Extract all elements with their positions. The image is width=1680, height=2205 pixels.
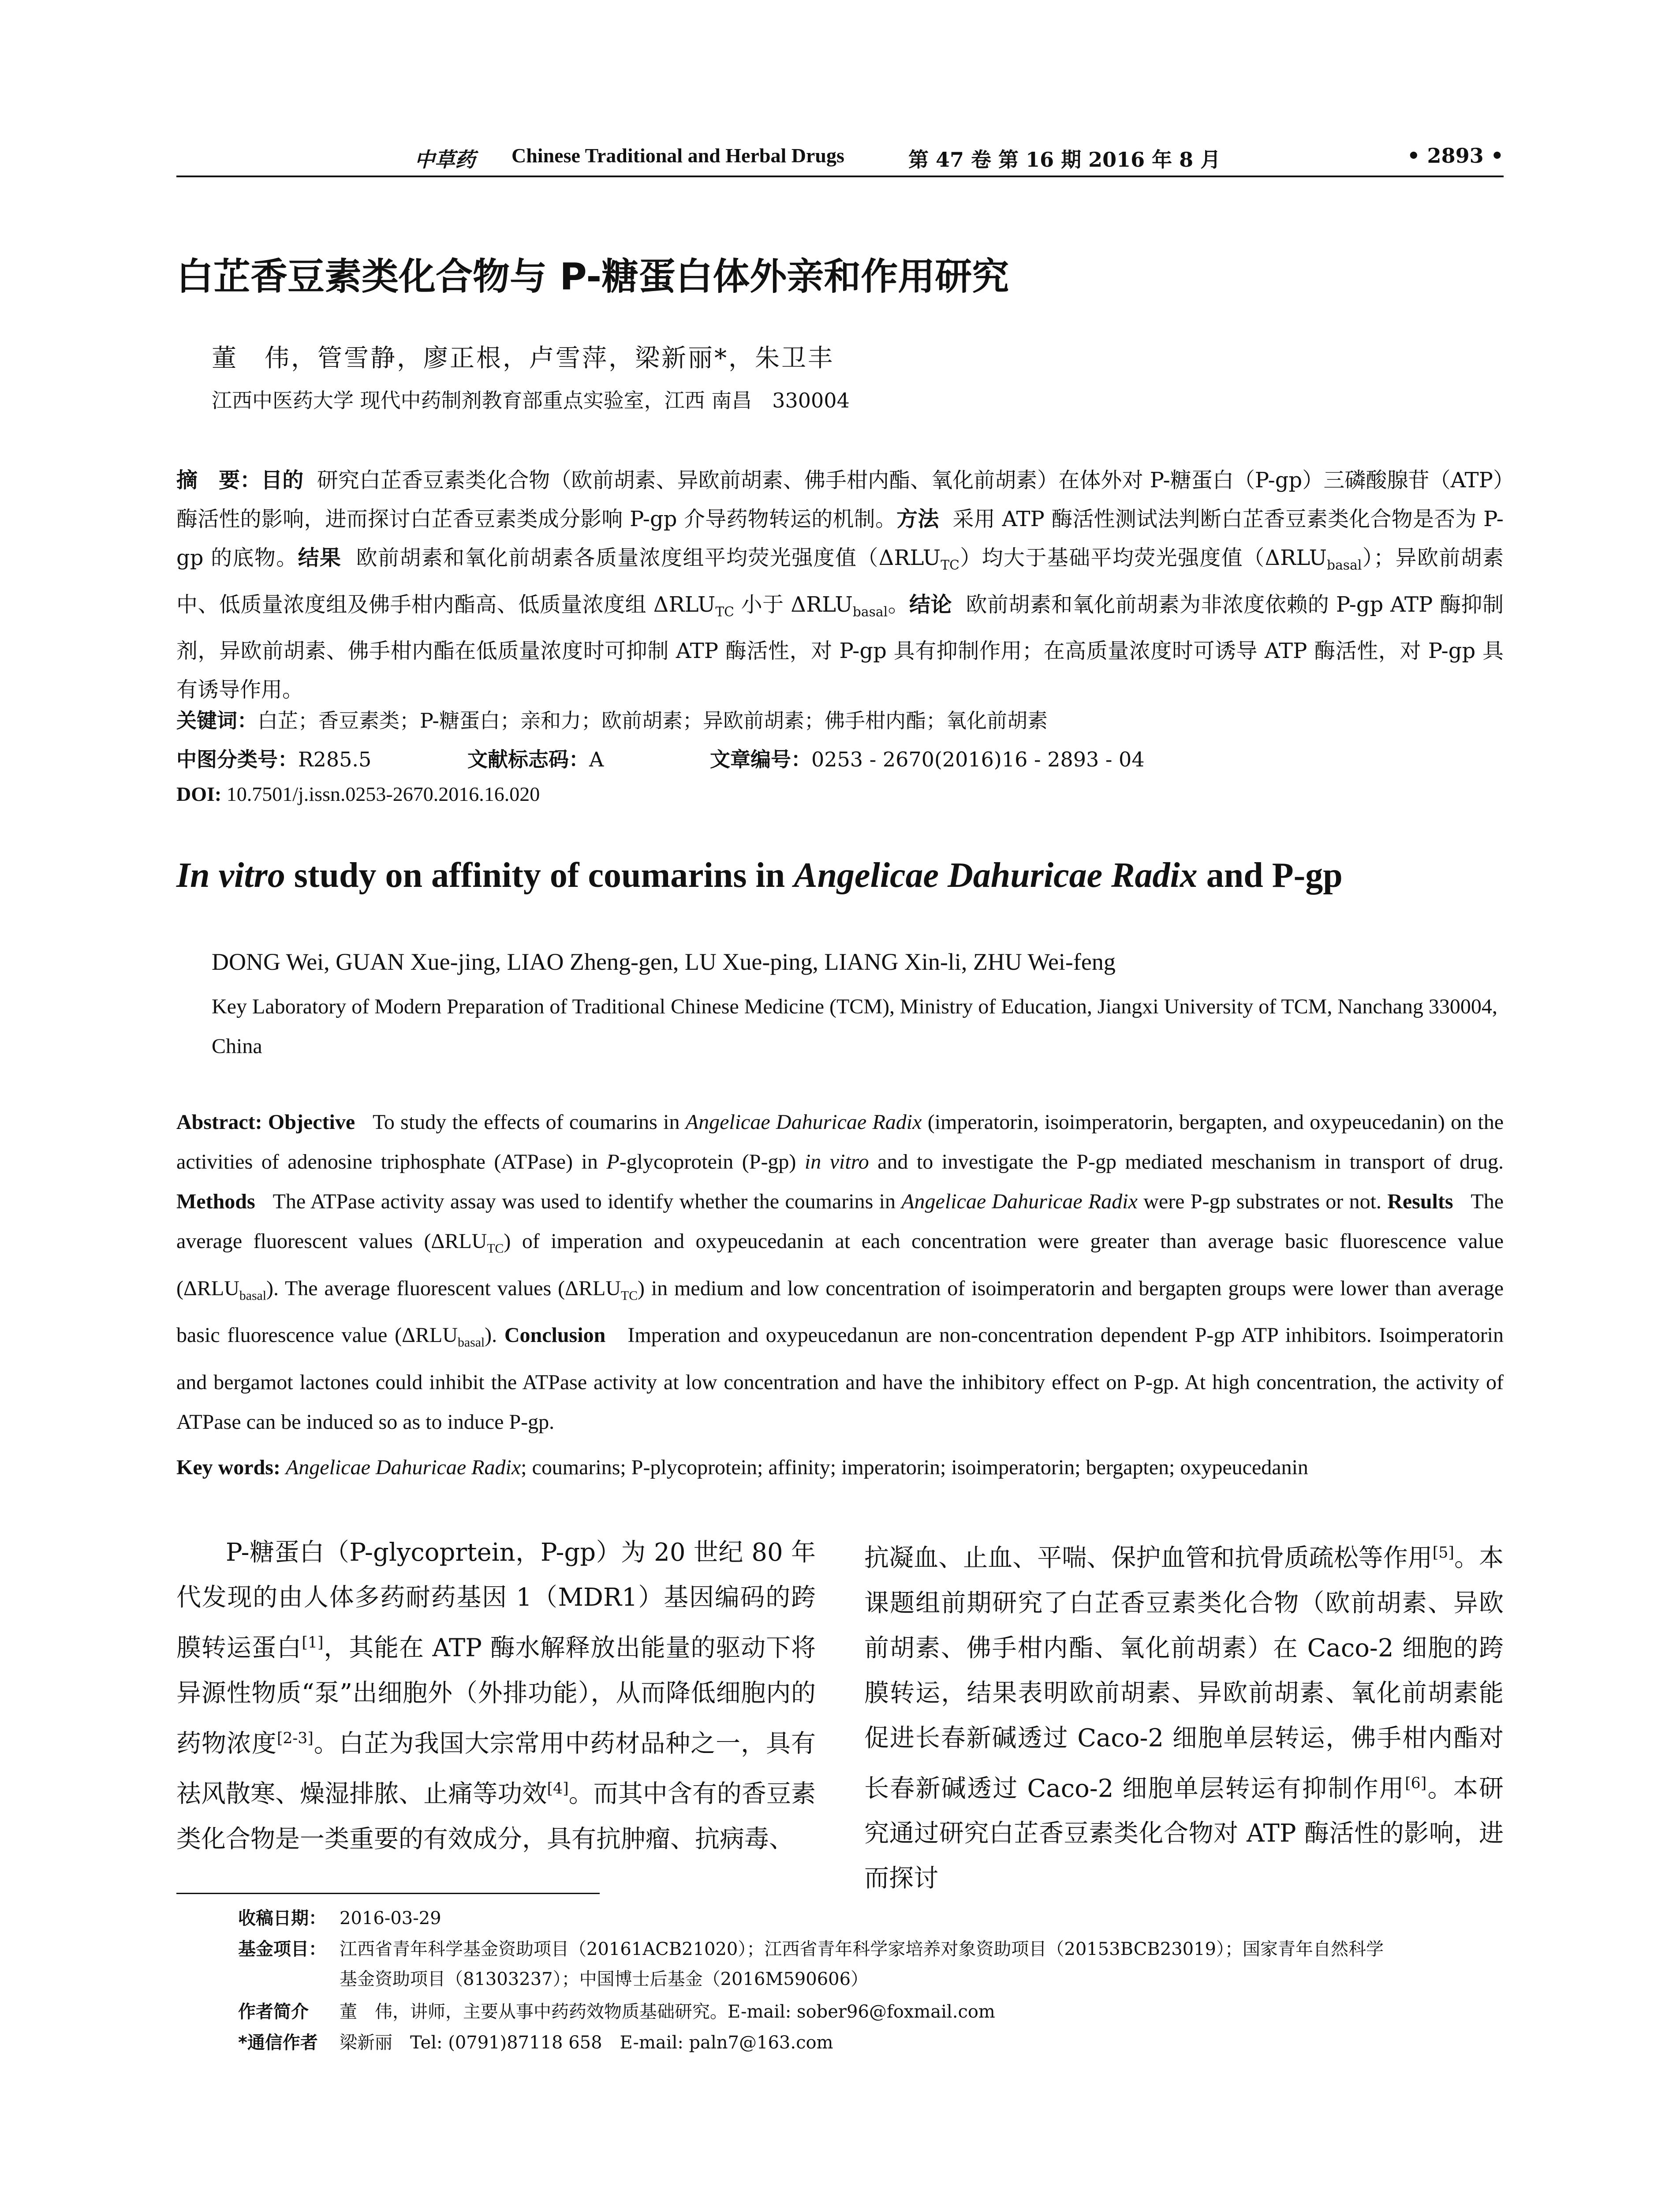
title-en-text: and P-gp (1197, 856, 1343, 895)
abstract-en-text: The average fluorescent values (ΔRLU (176, 1190, 1504, 1253)
results-text-cn: 欧前胡素和氧化前胡素各质量浓度组平均荧光强度值（ΔRLU (356, 546, 941, 570)
conclusion-label-cn: 结论 (909, 592, 952, 617)
classification-line (176, 744, 1145, 773)
title-en-text: study on affinity of coumarins in (285, 856, 794, 895)
citation: [6] (1405, 1774, 1427, 1792)
abstract-en-text: Imperation and oxypeucedanun are non-concentration dependent P-gp ATP inhibitors. Isoimperatorin and bergamot lactones could inhibit the ATPase activity at low concentration and have the inhibitory effect on P-gp. At high concentration, the activity of ATPase can be induced so as to induce P-gp. (176, 1323, 1504, 1434)
doi-label: DOI: (176, 783, 222, 805)
page-number: • 2893 • (1407, 144, 1504, 168)
methods-text-cn: 采用 ATP 酶活性测试法判断白芷香豆素类化合物是否为 P-gp 的底物。 (176, 507, 1504, 570)
subscript: TC (941, 557, 959, 573)
footnote-corresponding (238, 2029, 833, 2054)
objective-label-cn: 目的 (261, 468, 304, 493)
author-text: 董 伟，讲师，主要从事中药药效物质基础研究。E-mail: sober96@foxmail.com (340, 2002, 995, 2022)
doi-line (176, 782, 540, 806)
body-text: P-糖蛋白（P-glycoprtein，P-gp）为 20 世纪 80 年代发现的由人体多药耐药基因 1（MDR1）基因编码的跨膜转运蛋白 (176, 1538, 816, 1663)
footnote-fund-cont: 基金资助项目（81303237）；中国博士后基金（2016M590606） (340, 1969, 869, 1989)
results-text-cn: ）；异欧前胡素中、低质量浓度组及佛手柑内酯高、低质量浓度组 ΔRLU (176, 546, 1504, 617)
title-en-italic: In vitro (176, 856, 285, 895)
body-text: 抗凝血、止血、平喘、保护血管和抗骨质疏松等作用 (864, 1544, 1433, 1573)
body-column-right (864, 1530, 1504, 1901)
affiliation-cn: 江西中医药大学 现代中药制剂教育部重点实验室，江西 南昌 330004 (212, 389, 850, 412)
abstract-en-text: To study the effects of coumarins in (372, 1110, 686, 1134)
affiliation-en: Key Laboratory of Modern Preparation of Traditional Chinese Medicine (TCM), Ministry of Education, Jiangxi University of TCM, Nanchang 330004, China (212, 995, 1497, 1058)
abstract-en-text: ). The average fluorescent values (ΔRLU (266, 1276, 621, 1300)
fund-label: 基金项目： (238, 1939, 326, 1959)
keywords-en-italic: Angelicae Dahuricae Radix (285, 1456, 521, 1479)
footnote-fund (238, 1935, 1384, 1960)
body-text: ，其能在 ATP 酶水解释放出能量的驱动下将异源性物质“泵”出细胞外（外排功能），从而降低细胞内的药物浓度 (176, 1633, 816, 1758)
keywords-cn (176, 705, 1048, 734)
authors-en: DONG Wei, GUAN Xue-jing, LIAO Zheng-gen, LU Xue-ping, LIANG Xin-li, ZHU Wei-feng (212, 949, 1116, 975)
abstract-en-italic: P (606, 1150, 620, 1174)
title-en (176, 856, 1343, 896)
received-date: 2016-03-29 (340, 1908, 441, 1928)
keywords-en (176, 1455, 1504, 1480)
journal-logo-cn: 中草药 (414, 148, 475, 172)
keywords-label-cn: 关键词： (176, 709, 258, 733)
abstract-en-text: -glycoprotein (P-gp) (619, 1150, 805, 1174)
abstract-en-text: ) in medium and low concentration of isoimperatorin and bergapten groups were lower than average basic fluorescence value (ΔRLU (176, 1276, 1504, 1347)
results-label-en: Results (1387, 1190, 1453, 1213)
abstract-cn (176, 461, 1504, 709)
body-text: 。而其中含有的香豆素类化合物是一类重要的有效成分，具有抗肿瘤、抗病毒、 (176, 1779, 816, 1854)
results-label-cn: 结果 (298, 546, 342, 570)
doc-code-label: 文献标志码： (467, 747, 589, 771)
body-text: 。白芷为我国大宗常用中药材品种之一，具有祛风散寒、燥湿排脓、止痛等功效 (176, 1729, 816, 1809)
footnote-rule (176, 1893, 600, 1894)
body-text: 。本课题组前期研究了白芷香豆素类化合物（欧前胡素、异欧前胡素、佛手柑内酯、氧化前胡素）在 Caco-2 细胞的跨膜转运，结果表明欧前胡素、异欧前胡素、氧化前胡素能促进长春新碱透过 Caco-2 细胞单层转运，佛手柑内酯对长春新碱透过 Caco-2 细胞单层转运有抑制作用 (864, 1544, 1504, 1803)
conclusion-label-en: Conclusion (504, 1323, 606, 1347)
subscript: basal (852, 604, 888, 620)
body-column-left (176, 1530, 816, 1862)
article-number-label: 文章编号： (710, 747, 811, 771)
abstract-en-text: ). (485, 1323, 504, 1347)
citation: [4] (547, 1780, 569, 1798)
title-cn: 白芷香豆素类化合物与 P-糖蛋白体外亲和作用研究 (176, 255, 1009, 298)
results-text-cn: 。 (888, 592, 910, 617)
running-header (176, 144, 1504, 175)
results-text-cn: 小于 ΔRLU (734, 592, 853, 617)
abstract-en (176, 1102, 1504, 1442)
authors-cn: 董 伟，管雪静，廖正根，卢雪萍，梁新丽*，朱卫丰 (212, 344, 834, 373)
citation: [1] (302, 1634, 324, 1652)
corresponding-label: *通信作者 (238, 2033, 318, 2053)
subscript: basal (1327, 557, 1362, 573)
abstract-en-italic: Angelicae Dahuricae Radix (901, 1190, 1138, 1213)
abstract-en-italic: Angelicae Dahuricae Radix (685, 1110, 922, 1134)
abstract-en-text: and to investigate the P-gp mediated meschanism in transport of drug. (869, 1150, 1504, 1174)
body-text: 。本研究通过研究白芷香豆素类化合物对 ATP 酶活性的影响，进而探讨 (864, 1774, 1504, 1893)
abstract-label-en: Abstract: Objective (176, 1110, 355, 1134)
title-en-italic: Angelicae Dahuricae Radix (794, 856, 1198, 895)
subscript: basal (458, 1335, 485, 1350)
subscript: TC (487, 1241, 504, 1256)
subscript: basal (239, 1288, 266, 1303)
fund-text: 江西省青年科学基金资助项目（20161ACB21020）；江西省青年科学家培养对象资助项目（20153BCB23019）；国家青年自然科学 (340, 1939, 1384, 1959)
objective-text-cn: 研究白芷香豆素类化合物（欧前胡素、异欧前胡素、佛手柑内酯、氧化前胡素）在体外对 P-糖蛋白（P-gp）三磷酸腺苷（ATP）酶活性的影响，进而探讨白芷香豆素类成分影响 P-gp 介导药物转运的机制。 (176, 468, 1504, 531)
conclusion-text-cn: 欧前胡素和氧化前胡素为非浓度依赖的 P-gp ATP 酶抑制剂，异欧前胡素、佛手柑内酯在低质量浓度时可抑制 ATP 酶活性，对 P-gp 具有抑制作用；在高质量浓度时可诱导 ATP 酶活性，对 P-gp 具有诱导作用。 (176, 592, 1504, 703)
keywords-label-en: Key words: (176, 1456, 280, 1479)
subscript: TC (621, 1288, 638, 1303)
footnote-received (238, 1904, 441, 1929)
author-label: 作者简介 (238, 2002, 309, 2022)
abstract-en-italic: in vitro (804, 1150, 869, 1174)
results-text-cn: ）均大于基础平均荧光强度值（ΔRLU (959, 546, 1327, 570)
abstract-label-cn: 摘 要： (176, 468, 261, 493)
received-label: 收稿日期： (238, 1908, 326, 1928)
keywords-en-text: ; coumarins; P-plycoprotein; affinity; imperatorin; isoimperatorin; bergapten; oxypeucedanin (521, 1456, 1308, 1479)
header-rule (176, 176, 1504, 177)
abstract-en-text: ) of imperation and oxypeucedanin at each concentration were greater than average basic fluorescence value (ΔRLU (176, 1230, 1504, 1300)
methods-label-cn: 方法 (896, 507, 939, 531)
citation: [5] (1432, 1544, 1454, 1562)
clc-value: R285.5 (298, 747, 372, 771)
abstract-en-text: The ATPase activity assay was used to identify whether the coumarins in (273, 1190, 902, 1213)
corresponding-text: 梁新丽 Tel: (0791)87118 658 E-mail: paln7@163.com (340, 2033, 833, 2053)
citation: [2-3] (276, 1729, 314, 1747)
issue-info: 第 47 卷 第 16 期 2016 年 8 月 (908, 148, 1221, 172)
abstract-en-text: were P-gp substrates or not. (1137, 1190, 1388, 1213)
doi-value: 10.7501/j.issn.0253-2670.2016.16.020 (226, 783, 540, 805)
methods-label-en: Methods (176, 1190, 255, 1213)
keywords-text-cn: 白芷；香豆素类；P-糖蛋白；亲和力；欧前胡素；异欧前胡素；佛手柑内酯；氧化前胡素 (258, 709, 1048, 733)
doc-code-value: A (589, 747, 604, 771)
article-number-value: 0253 - 2670(2016)16 - 2893 - 04 (811, 747, 1145, 771)
footnote-author (238, 1998, 995, 2023)
abstract-en-text: (imperatorin, isoimperatorin, bergapten, and oxypeucedanin) on the activities of adenosine triphosphate (ATPase) in (176, 1110, 1504, 1174)
clc-label: 中图分类号： (176, 747, 298, 771)
subscript: TC (715, 604, 734, 620)
journal-name-en: Chinese Traditional and Herbal Drugs (511, 144, 844, 167)
